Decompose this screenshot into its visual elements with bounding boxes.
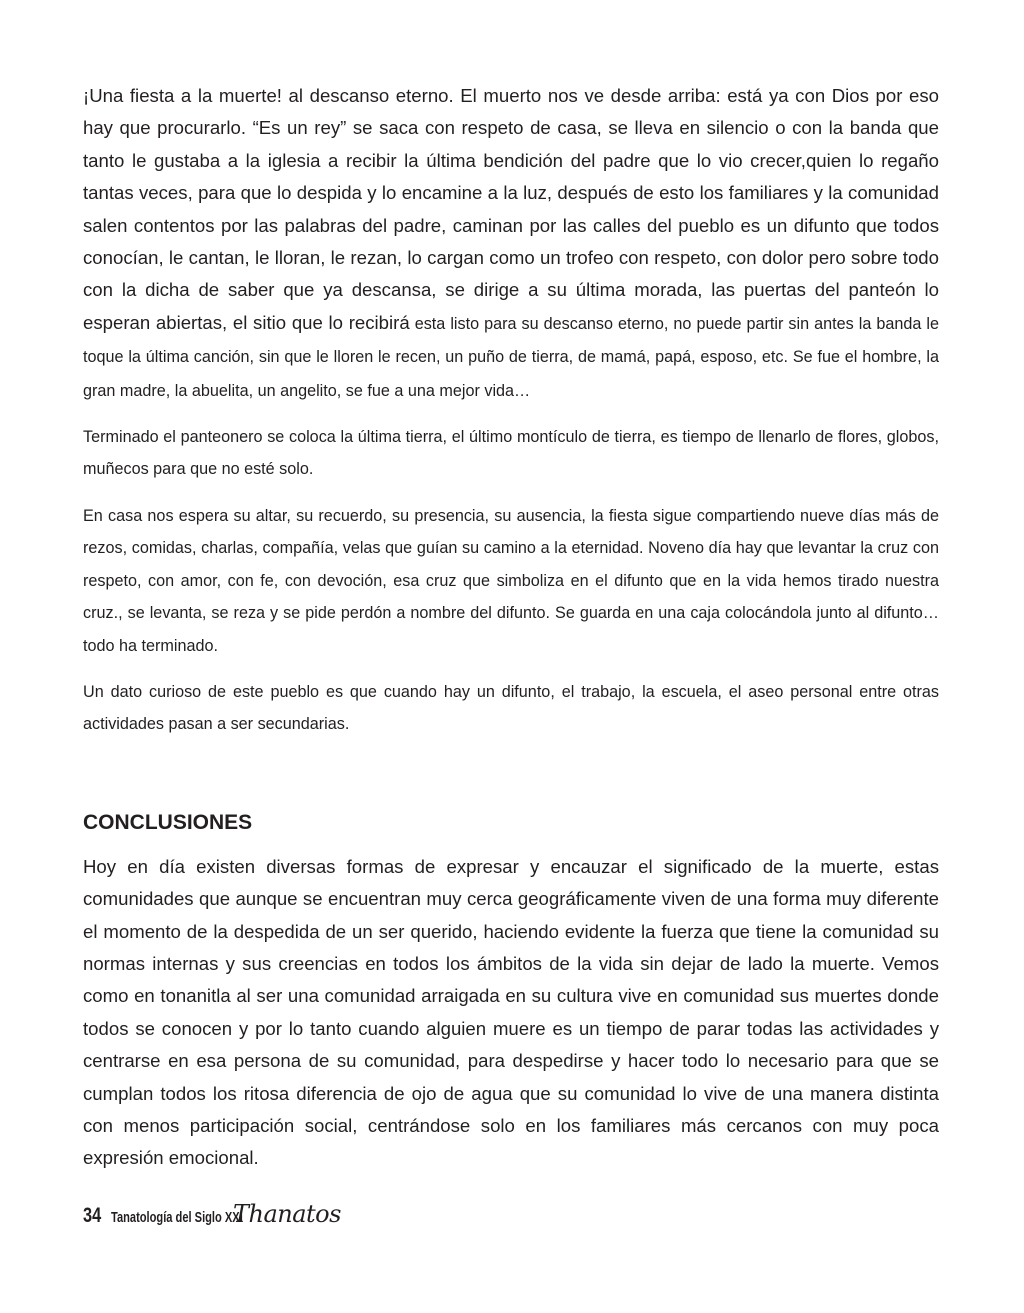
section-heading-conclusions: CONCLUSIONES — [83, 810, 253, 834]
body-paragraph-1-small-text: esta listo para su descanso eterno, no puede partir sin antes la banda le toque la última canción, sin que le lloren le recen, un puño de tierra, de mamá, papá, esposo, etc. Se fue el hombre, la gran madre, la abuelita, un angelito, se fue a una mejor vida… — [83, 314, 939, 400]
journal-title: Tanatología del Siglo XXI — [111, 1209, 243, 1226]
body-paragraph-4: Un dato curioso de este pueblo es que cuando hay un difunto, el trabajo, la escuela, el aseo personal entre otras actividades pasan a ser secundarias. — [83, 682, 939, 734]
body-paragraph-3: En casa nos espera su altar, su recuerdo, su presencia, su ausencia, la fiesta sigue compartiendo nueve días más de rezos, comidas, charlas, compañía, velas que guían su camino a la eternidad. Noveno día hay que levantar la cruz con respeto, con amor, con fe, con devoción, esa cruz que simboliza en el difunto que en la vida hemos tirado nuestra cruz., se levanta, se reza y se pide perdón a nombre del difunto. Se guarda en una caja colocándola junto al difunto…todo ha terminado. — [83, 506, 939, 655]
page-content — [83, 80, 939, 1175]
journal-logo: Thanatos — [233, 1200, 341, 1228]
conclusions-paragraph: Hoy en día existen diversas formas de expresar y encauzar el significado de la muerte, estas comunidades que aunque se encuentran muy cerca geográficamente viven de una forma muy diferente el momento de la despedida de un ser querido, haciendo evidente la fuerza que tiene la comunidad su normas internas y sus creencias en todos los ámbitos de la vida sin dejar de lado la muerte. Vemos como en tonanitla al ser una comunidad arraigada en su cultura vive en comunidad sus muertes donde todos se conocen y por lo tanto cuando alguien muere es un tiempo de parar todas las actividades y centrarse en esa persona de su comunidad, para despedirse y hacer todo lo necesario para que se cumplan todos los ritosa diferencia de ojo de agua que su comunidad lo vive de una manera distinta con menos participación social, centrándose solo en los familiares más cercanos con muy poca expresión emocional. — [83, 855, 939, 1169]
body-paragraph-1 — [83, 80, 939, 407]
page-footer — [83, 1200, 341, 1240]
page-number: 34 — [83, 1204, 102, 1227]
body-paragraph-1-large-text: ¡Una fiesta a la muerte! al descanso eterno. El muerto nos ve desde arriba: está ya con Dios por eso hay que procurarlo. “Es un rey” se saca con respeto de casa, se lleva en silencio o con la banda que tanto le gustaba a la iglesia a recibir la última bendición del padre que lo vio crecer,quien lo regaño tantas veces, para que lo despida y lo encamine a la luz, después de esto los familiares y la comunidad salen contentos por las palabras del padre, caminan por las calles del pueblo es un difunto que todos conocían, le cantan, le lloran, le rezan, lo cargan como un trofeo con respeto, con dolor pero sobre todo con la dicha de saber que ya descansa, se dirige a su última morada, las puertas del panteón lo esperan abiertas, el sitio que lo recibirá — [83, 85, 939, 333]
body-paragraph-2: Terminado el panteonero se coloca la última tierra, el último montículo de tierra, es tiempo de llenarlo de flores, globos, muñecos para que no esté solo. — [83, 428, 939, 479]
